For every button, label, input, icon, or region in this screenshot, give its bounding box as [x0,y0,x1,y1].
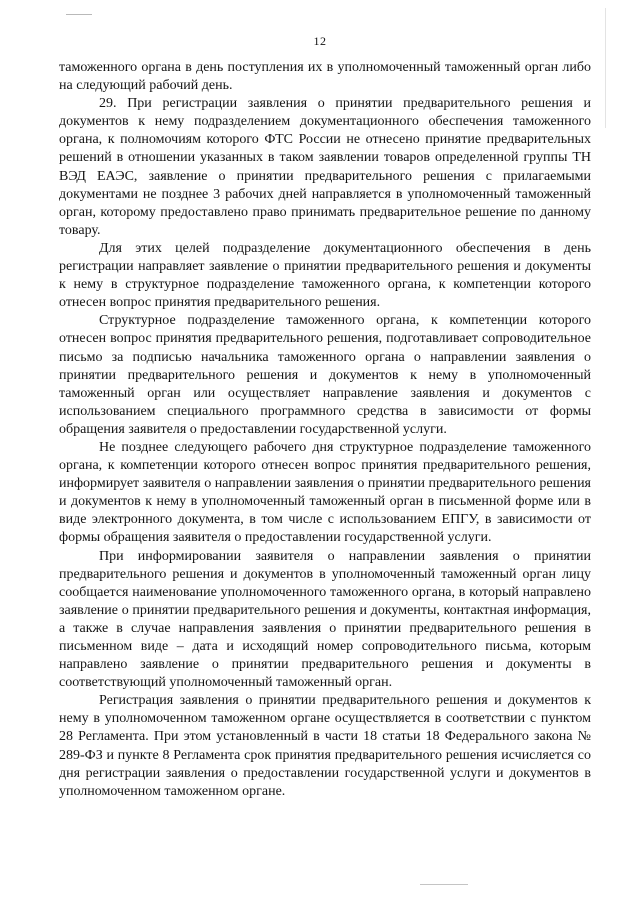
paragraph-clause-29: 29. При регистрации заявления о принятии предварительного решения и документов к нему подразделением документационного обеспечения таможенного органа, к полномочиям которого ФТС России не отнесено принятие предварительных решений в отношении указанных в таком заявлении товаров определенной группы ТН ВЭД ЕАЭС, заявление о принятии предварительного решения с прилагаемыми документами не позднее 3 рабочих дней направляется в уполномоченный таможенный орган, которому предоставлено право принимать предварительное решение по данному товару. [59,96,591,238]
document-body [59,59,591,801]
paragraph-cover-letter: Структурное подразделение таможенного органа, к компетенции которого отнесен вопрос принятия предварительного решения, подготавливает сопроводительное письмо за подписью начальника таможенного органа о направлении заявления о принятии предварительного решения и документов к нему в уполномоченный таможенный орган или осуществляет направление заявления и документов с использованием специального программного средства в зависимости от формы обращения заявителя о предоставлении государственной услуги. [59,313,591,437]
page-number: 12 [313,34,327,48]
paragraph-notice-contents: При информировании заявителя о направлении заявления о принятии предварительного решения и документов в уполномоченный таможенный орган лицу сообщается наименование уполномоченного таможенного органа, в который направлено заявление о принятии предварительного решения и документы, контактная информация, а также в случае направления заявления о принятии предварительного решения в письменном виде – дата и исходящий номер сопроводительного письма, которым направлено заявление о принятии предварительного решения и документы в соответствующий уполномоченный таможенный орган. [59,548,591,691]
paragraph-continuation: таможенного органа в день поступления их в уполномоченный таможенный орган либо на следующий рабочий день. [59,60,591,94]
paragraph-registration: Регистрация заявления о принятии предварительного решения и документов к нему в уполномоченном таможенном органе осуществляется в соответствии с пунктом 28 Регламента. При этом установленный в части 18 статьи 18 Федерального закона № 289-ФЗ и пункте 8 Регламента срок принятия предварительного решения исчисляется со дня регистрации заявления о предоставлении государственной услуги и документов в уполномоченном таможенном органе. [59,693,591,799]
scan-artifact-top [66,14,92,15]
scan-artifact-bottom [420,884,468,885]
paragraph-applicant-notice: Не позднее следующего рабочего дня структурное подразделение таможенного органа, к компетенции которого отнесен вопрос принятия предварительного решения, информирует заявителя о направлении заявления о принятии предварительного решения и документов к нему в уполномоченный таможенный орган в письменной форме или в виде электронного документа, в том числе с использованием ЕПГУ, в зависимости от формы обращения заявителя о предоставлении государственной услуги. [59,439,591,546]
paragraph-document-routing: Для этих целей подразделение документационного обеспечения в день регистрации направляет заявление о принятии предварительного решения и документы к нему в структурное подразделение таможенного органа, к компетенции которого отнесен вопрос принятия предварительного решения. [59,240,591,311]
scan-artifact-side [605,8,606,128]
